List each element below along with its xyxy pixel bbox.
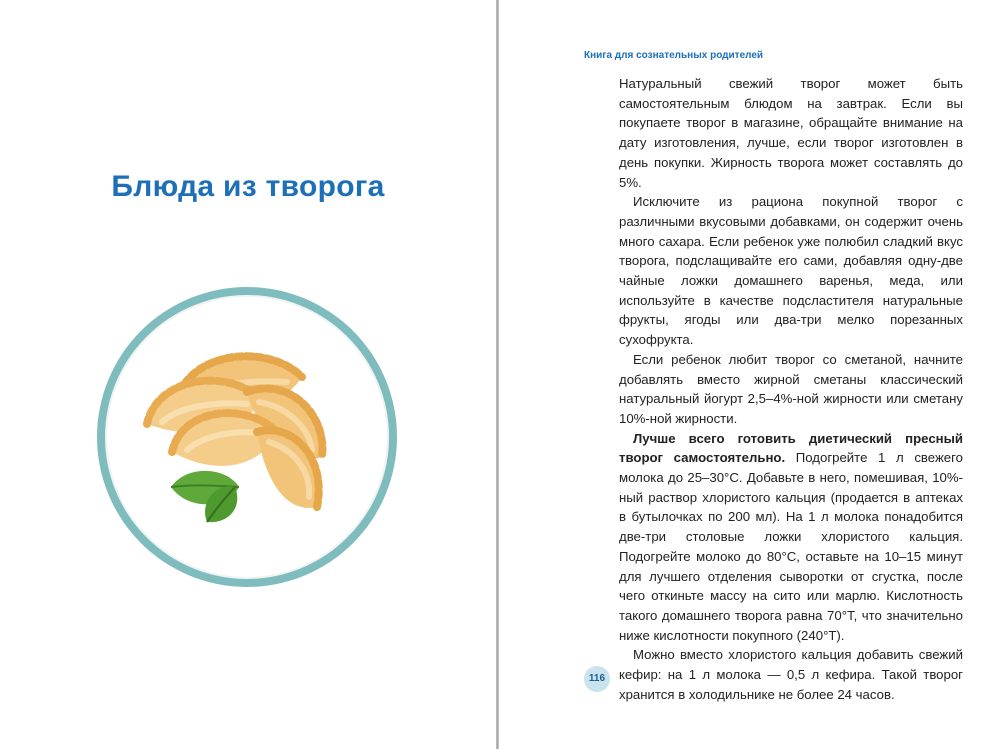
left-page (0, 0, 496, 749)
running-head: Книга для сознательных родителей (584, 50, 764, 61)
paragraph: Исключите из рациона покупной творог с различными вкусовыми добавками, он содержит очень много сахара. Если ребенок уже полюбил сладкий вкус творога, подслащивайте его сами, добавляя одну-две чайные ложки домашнего варенья, меда, или используйте в качестве подсластителя натуральные фрукты, ягоды или два-три мелко порезанных сухофрукта. (619, 194, 963, 348)
page-number: 116 (584, 666, 610, 692)
bold-lead: Лучше всего готовить диетический пресный творог самостоятельно. (619, 430, 963, 466)
plate-illustration (87, 282, 407, 592)
paragraph: Натуральный свежий творог может быть самостоятельным блюдом на завтрак. Если вы покупаете творог в магазине, обращайте внимание на дату изготовления, лучше, если творог изготовлен в день покупки. Жирность творога может составлять до 5%. (619, 76, 963, 190)
paragraph: Можно вместо хлористого кальция добавить свежий кефир: на 1 л молока — 0,5 л кефира. Такой творог хранится в холодильнике не более 24 часов. (619, 647, 963, 702)
paragraph: Если ребенок любит творог со сметаной, начните добавлять вместо жирной сметаны классический натуральный йогурт 2,5–4%-ной жирности или сметану 10%-ной жирности. (619, 351, 963, 426)
body-text (619, 74, 963, 705)
right-page (499, 0, 1000, 749)
paragraph: Лучше всего готовить диетический пресный творог самостоятельно. Подогрейте 1 л свежего молока до 25–30°С. Добавьте в него, помешивая, 10%-ный раствор хлористого кальция (продается в аптеках в бутылочках по 200 мл). На 1 л молока понадобится две-три столовые ложки хлористого кальция. Подогрейте молоко до 80°С, оставьте на 10–15 минут для лучшего отделения сыворотки от сгустка, после чего откиньте массу на сито или марлю. Кислотность такого домашнего творога равна 70°Т, что значительно ниже кислотности покупного (240°Т). (619, 430, 963, 643)
chapter-title: Блюда из творога (111, 170, 385, 203)
